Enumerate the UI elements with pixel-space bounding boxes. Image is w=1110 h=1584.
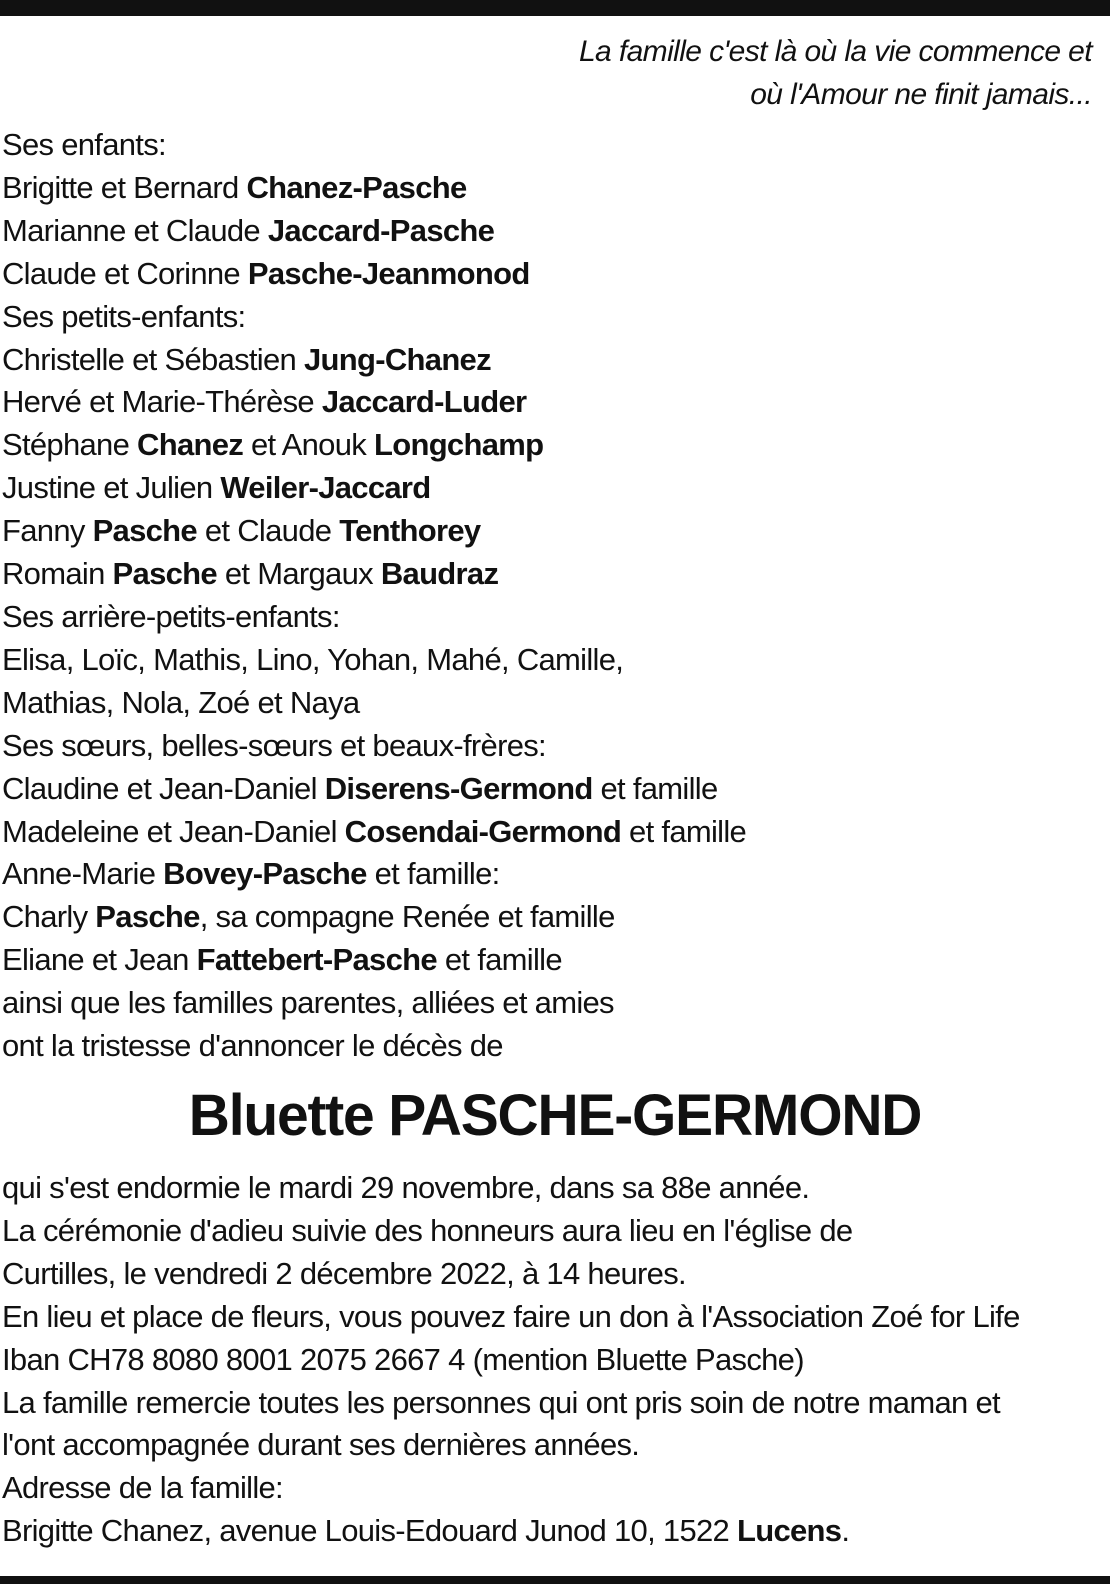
grandchildren-heading: Ses petits-enfants: [2,298,246,334]
grandchild-line: Hervé et Marie-Thérèse Jaccard-Luder [2,384,527,420]
grandchild-line: Justine et Julien Weiler-Jaccard [2,470,431,506]
sibling-line: Eliane et Jean Fattebert-Pasche et famille [2,942,562,978]
epigraph-line-2: où l'Amour ne finit jamais... [750,78,1092,111]
child-line: Claude et Corinne Pasche-Jeanmonod [2,255,530,291]
great-grandchildren-heading: Ses arrière-petits-enfants: [2,598,340,634]
closing-line: ainsi que les familles parentes, alliées et amies [2,985,614,1021]
sibling-line: Charly Pasche, sa compagne Renée et famille [2,899,615,935]
ceremony-details [2,1167,1106,1553]
address-heading: Adresse de la famille: [2,1470,283,1506]
detail-line: Iban CH78 8080 8001 2075 2667 4 (mention Bluette Pasche) [2,1341,804,1377]
detail-line: l'ont accompagnée durant ses dernières années. [2,1427,640,1463]
sibling-line: Claudine et Jean-Daniel Diserens-Germond et famille [2,770,718,806]
top-rule [0,0,1110,16]
grandchild-line: Fanny Pasche et Claude Tenthorey [2,513,481,549]
grandchild-line: Stéphane Chanez et Anouk Longchamp [2,427,544,463]
grandchild-line: Christelle et Sébastien Jung-Chanez [2,341,491,377]
grandchild-line: Romain Pasche et Margaux Baudraz [2,556,499,592]
deceased-name: Bluette PASCHE-GERMOND [188,1083,922,1148]
detail-line: En lieu et place de fleurs, vous pouvez faire un don à l'Association Zoé for Life [2,1298,1020,1334]
epigraph-line-1: La famille c'est là où la vie commence et [578,35,1092,68]
sibling-line: Anne-Marie Bovey-Pasche et famille: [2,856,500,892]
detail-line: Curtilles, le vendredi 2 décembre 2022, à 14 heures. [2,1255,686,1291]
great-grandchildren-line: Mathias, Nola, Zoé et Naya [2,684,360,720]
family-list [2,124,1106,1068]
detail-line: qui s'est endormie le mardi 29 novembre, dans sa 88e année. [2,1170,810,1205]
children-heading: Ses enfants: [2,127,166,162]
epigraph [392,30,1092,116]
child-line: Brigitte et Bernard Chanez-Pasche [2,169,467,205]
address-line: Brigitte Chanez, avenue Louis-Edouard Junod 10, 1522 Lucens. [2,1513,850,1549]
child-line: Marianne et Claude Jaccard-Pasche [2,212,495,248]
detail-line: La cérémonie d'adieu suivie des honneurs aura lieu en l'église de [2,1212,853,1248]
great-grandchildren-line: Elisa, Loïc, Mathis, Lino, Yohan, Mahé, Camille, [2,641,624,677]
closing-line: ont la tristesse d'annoncer le décès de [2,1028,503,1064]
bottom-rule [0,1576,1110,1584]
sibling-line: Madeleine et Jean-Daniel Cosendai-Germond et famille [2,813,747,849]
detail-line: La famille remercie toutes les personnes qui ont pris soin de notre maman et [2,1384,1000,1420]
siblings-heading: Ses sœurs, belles-sœurs et beaux-frères: [2,727,546,763]
